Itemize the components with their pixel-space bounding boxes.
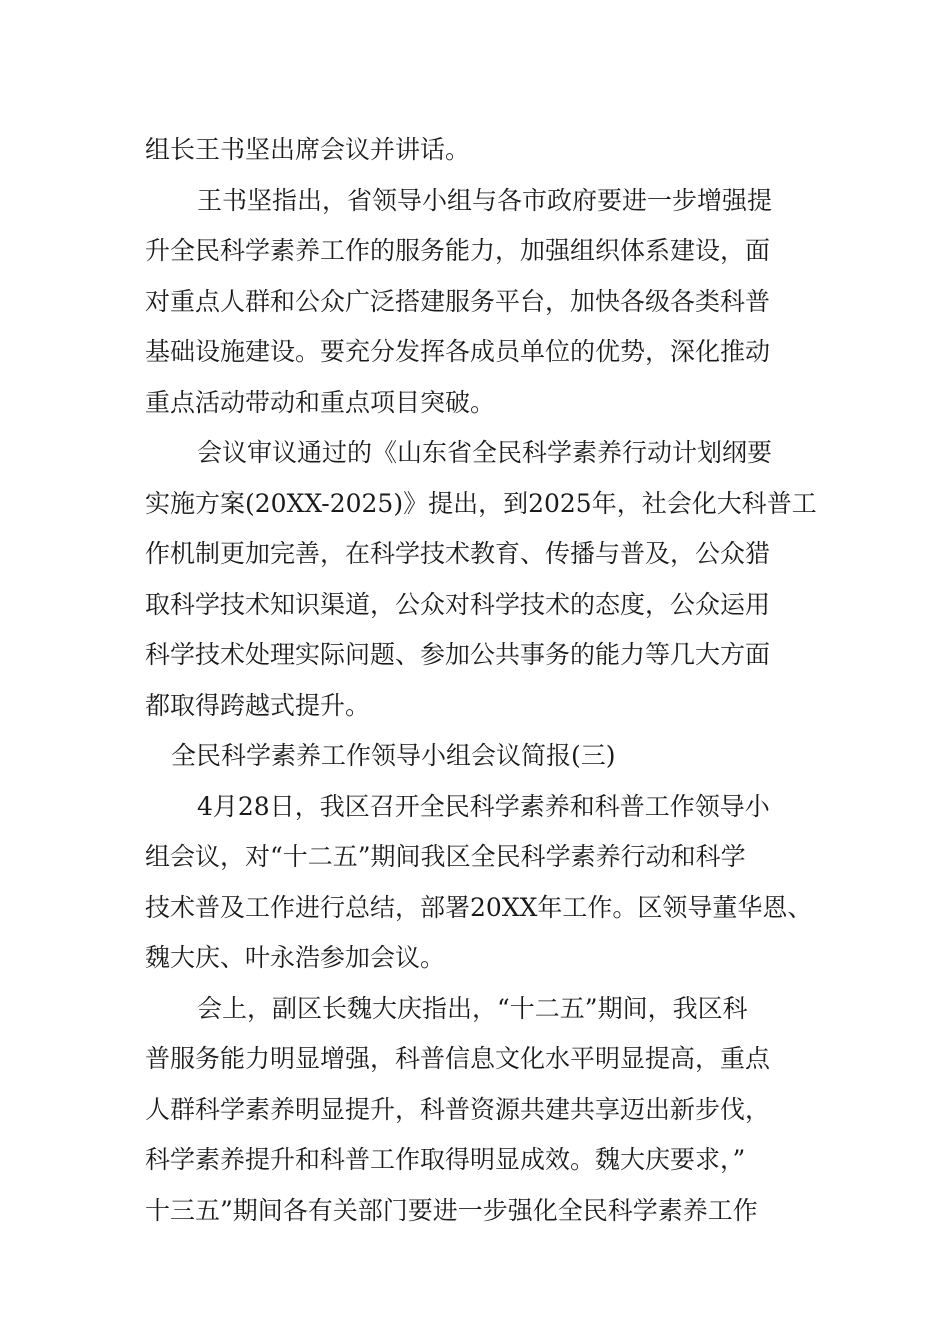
paragraph-start: 会上，副区长魏大庆指出，“十二五”期间，我区科	[197, 993, 748, 1023]
text-line: 实施方案(20XX-2025)》提出，到2025年，社会化大科普工	[145, 488, 817, 518]
text-line: 普服务能力明显增强，科普信息文化水平明显提高，重点	[145, 1044, 771, 1073]
text-line: 技术普及工作进行总结，部署20XX年工作。区领导董华恩、	[145, 892, 813, 922]
section-heading: 全民科学素养工作领导小组会议简报(三)	[171, 741, 616, 770]
text-line: 魏大庆、叶永浩参加会议。	[145, 943, 446, 972]
text-line: 科学素养提升和科普工作取得明显成效。魏大庆要求，”	[145, 1145, 746, 1174]
text-line: 组会议，对“十二五”期间我区全民科学素养行动和科学	[145, 842, 746, 871]
text-line: 十三五”期间各有关部门要进一步强化全民科学素养工作	[145, 1195, 758, 1225]
text-line: 升全民科学素养工作的服务能力，加强组织体系建设，面	[145, 236, 771, 265]
text-line: 取科学技术知识渠道，公众对科学技术的态度，公众运用	[145, 589, 771, 619]
text-line: 科学技术处理实际问题、参加公共事务的能力等几大方面	[145, 640, 771, 669]
document-body	[145, 125, 815, 1236]
text-line: 组长王书坚出席会议并讲话。	[145, 135, 471, 164]
paragraph-start: 王书坚指出，省领导小组与各市政府要进一步增强提	[197, 185, 773, 215]
text-line: 人群科学素养明显提升，科普资源共建共享迈出新步伐，	[145, 1094, 771, 1124]
text-line: 都取得跨越式提升。	[145, 690, 371, 720]
paragraph-start: 4月28日，我区召开全民科学素养和科普工作领导小	[197, 791, 770, 821]
text-line: 重点活动带动和重点项目突破。	[145, 387, 496, 417]
paragraph-start: 会议审议通过的《山东省全民科学素养行动计划纲要	[197, 438, 773, 467]
text-line: 基础设施建设。要充分发挥各成员单位的优势，深化推动	[145, 337, 771, 366]
text-line: 作机制更加完善，在科学技术教育、传播与普及，公众猎	[145, 539, 771, 568]
text-line: 对重点人群和公众广泛搭建服务平台，加快各级各类科普	[145, 286, 771, 316]
